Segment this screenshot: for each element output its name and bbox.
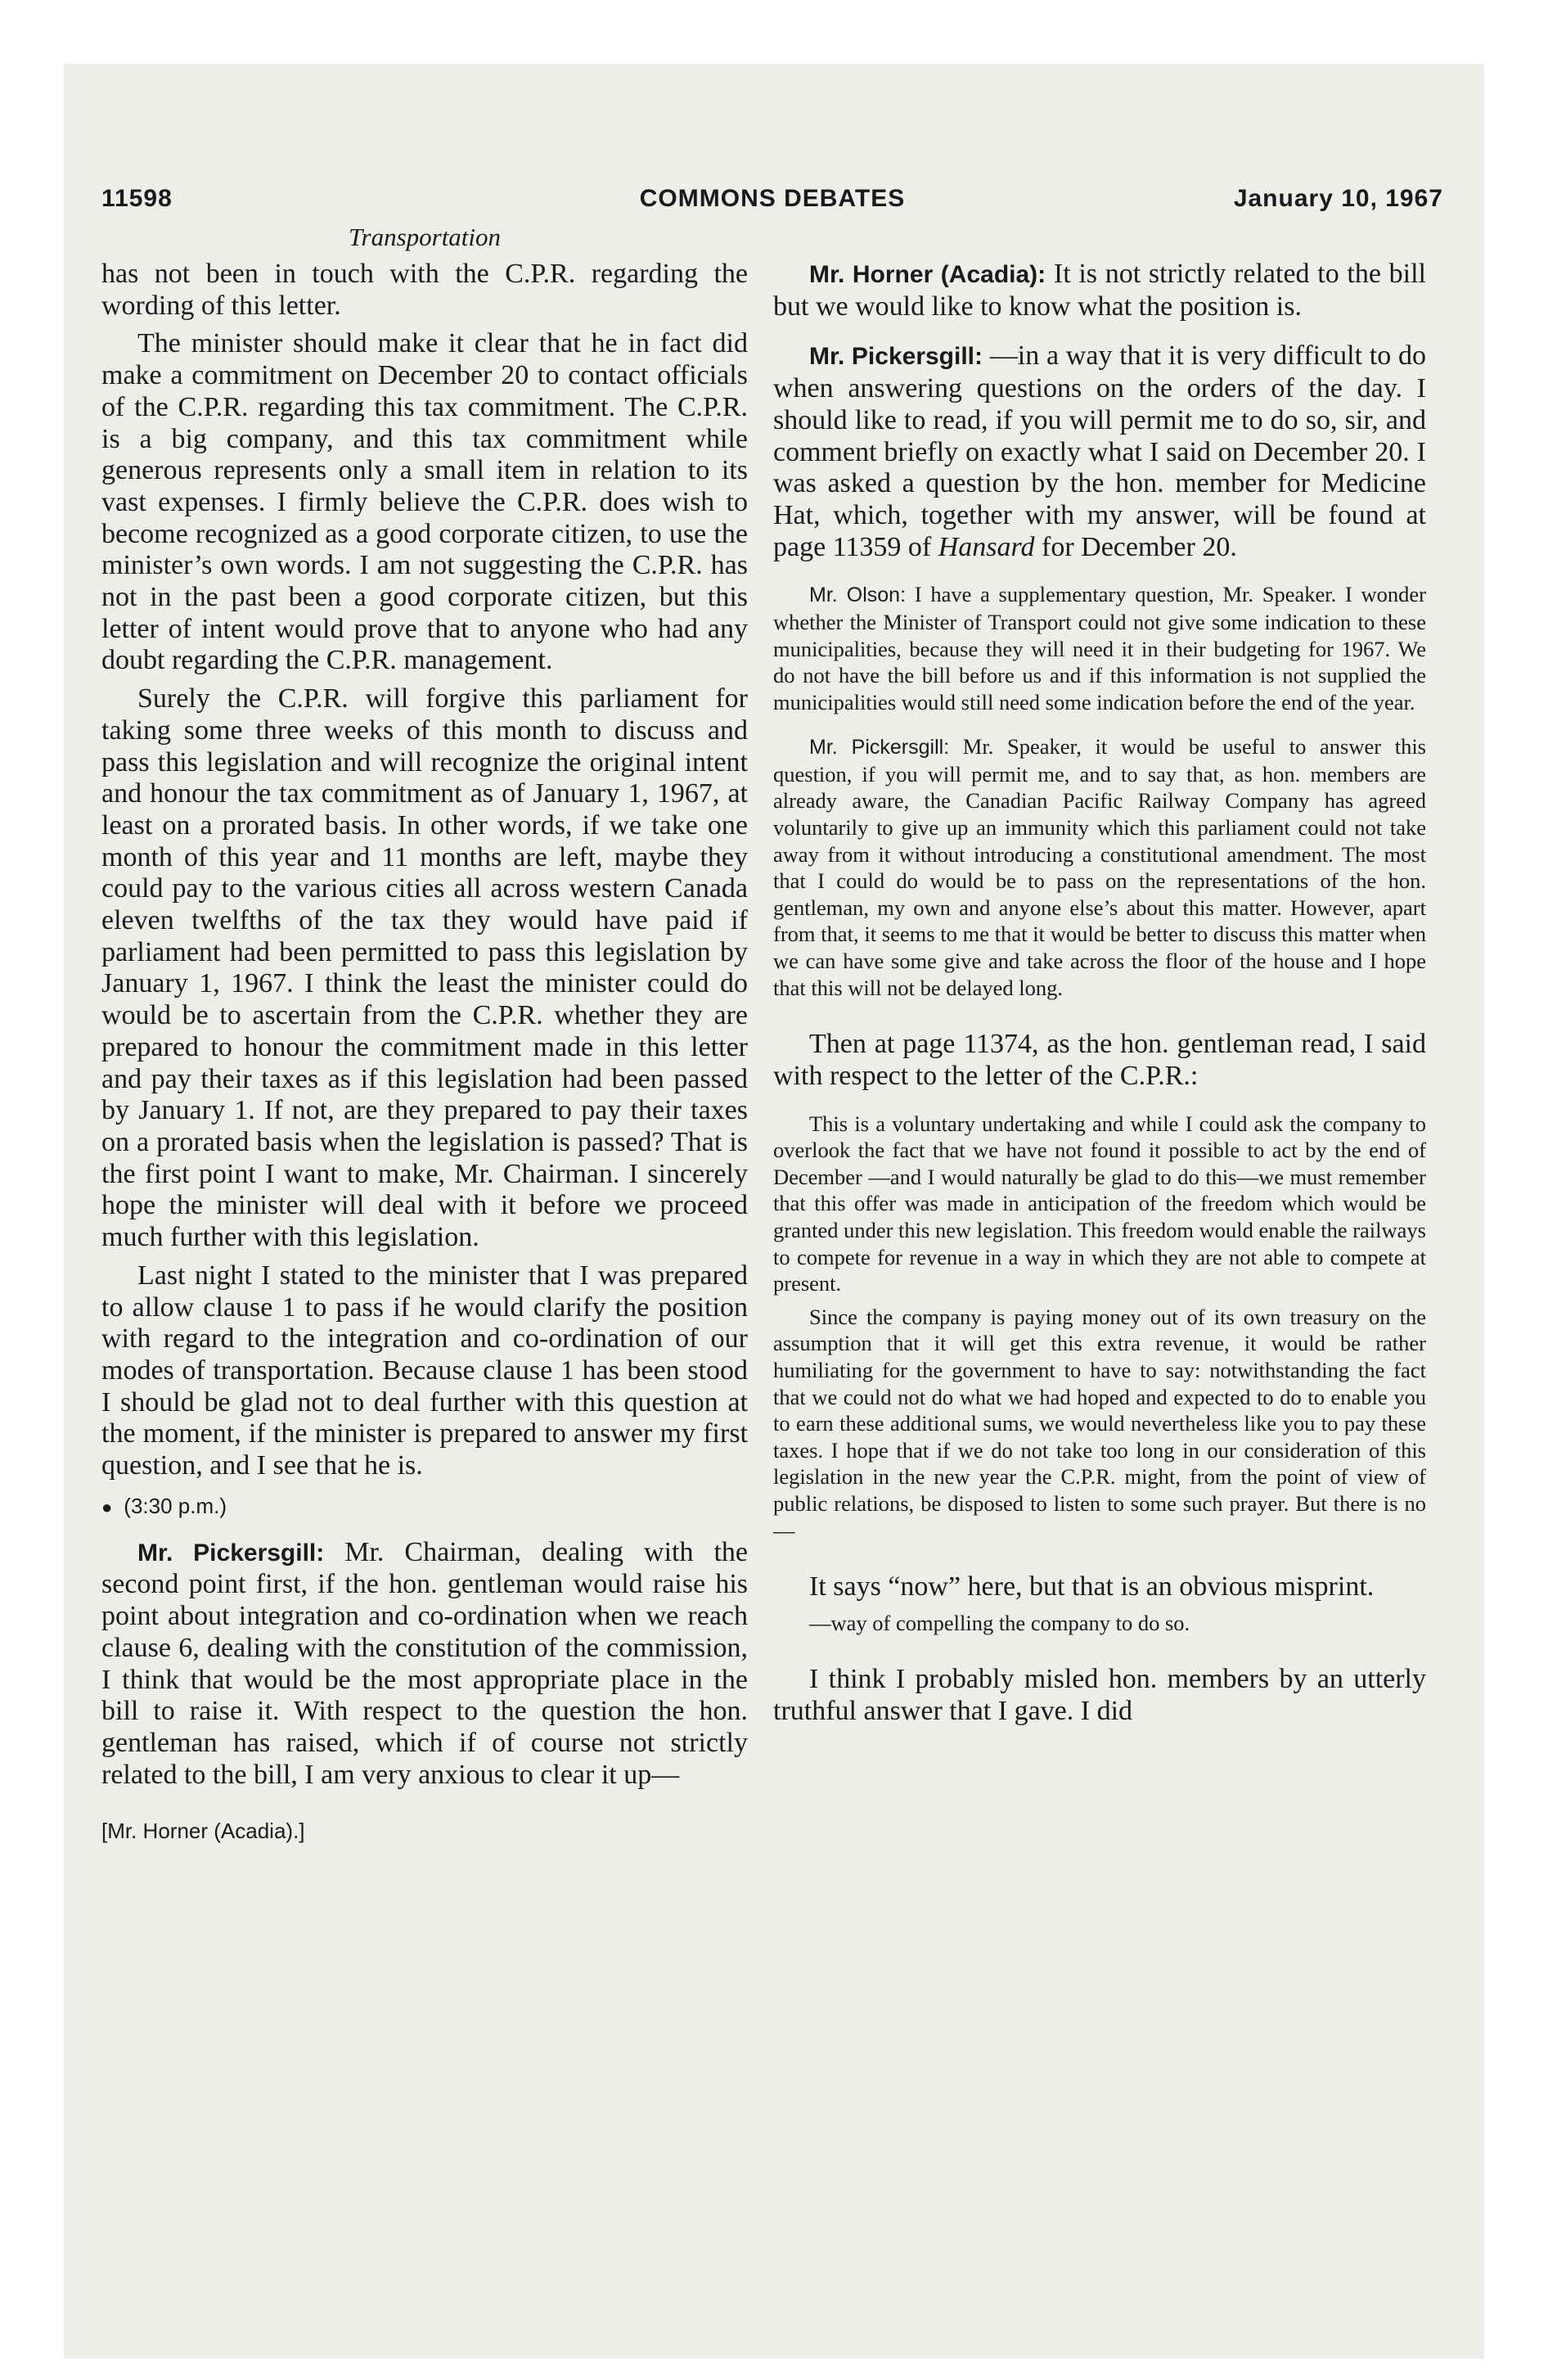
section-heading: Transportation <box>348 223 502 251</box>
speaker-name: Mr. Pickersgill: <box>809 343 983 371</box>
quoted-paragraph: This is a voluntary undertaking and while I could ask the company to overlook the fact that we have not found it possible to act by the end of December —and I would naturally be glad to do this—we must remember that this offer was made in anticipation of the freedom which would be granted under this new legislation. This freedom would enable the railways to compete for revenue in a way in which they are not able to compete at present. <box>773 1111 1426 1296</box>
timestamp-text: (3:30 p.m.) <box>124 1493 227 1518</box>
paragraph: Then at page 11374, as the hon. gentleman read, I said with respect to the letter of the C.P.R.: <box>773 1029 1426 1091</box>
paragraph: I think I probably misled hon. members by an utterly truthful answer that I gave. I did <box>773 1664 1426 1727</box>
timestamp <box>101 1494 748 1519</box>
speaker-name: Mr. Horner (Acadia): <box>809 261 1046 288</box>
hansard-reference: Hansard <box>938 531 1035 562</box>
speech-paragraph <box>101 1537 748 1792</box>
quoted-text: Mr. Speaker, it would be useful to answer this question, if you will permit me, and to say that, as hon. members are already aware, the Canadian Pacific Railway Company has agreed voluntarily to give up an immunity which this parliament could not take away from it without introducing a constitutional amendment. The most that I could do would be to pass on the representations of the hon. gentleman, my own and anyone else’s about this matter. However, apart from that, it seems to me that it would be better to discuss this matter when we can have some give and take across the floor of the house and I hope that this will not be delayed long. <box>773 734 1426 1000</box>
paragraph: has not been in touch with the C.P.R. regarding the wording of this letter. <box>101 259 748 321</box>
publication-date: January 10, 1967 <box>1233 185 1443 212</box>
paragraph: Surely the C.P.R. will forgive this parliament for taking some three weeks of this month to discuss and pass this legislation and will recognize the original intent and honour the tax commitment as of January 1, 1967, at least on a prorated basis. In other words, if we take one month of this year and 11 months are left, maybe they could pay to the various cities all across western Canada eleven twelfths of the tax they would have paid if parliament had been permitted to pass this legislation by January 1, 1967. I think the least the minister could do would be to ascertain from the C.P.R. whether they are prepared to honour the commitment made in this letter and pay their taxes as if this legislation had been passed by January 1. If not, are they prepared to pay their taxes on a prorated basis when the legislation is passed? That is the first point I want to make, Mr. Chairman. I sincerely hope the minister will deal with it before we proceed much further with this legislation. <box>101 683 748 1253</box>
speech-text: for December 20. <box>1042 531 1237 562</box>
paragraph: Last night I stated to the minister that I was prepared to allow clause 1 to pass if he would clarify the position with regard to the integration and co-ordination of our modes of transportation. Because clause 1 has been stood I should be glad not to deal further with this question at the moment, if the minister is prepared to answer my first question, and I see that he is. <box>101 1260 748 1481</box>
quoted-text: I have a supplementary question, Mr. Speaker. I wonder whether the Minister of Transport could not give some indication to these municipalities, because they will need it in their budgeting for 1967. We do not have the bill before us and if this information is not supplied the municipalities would still need some indication before the end of the year. <box>773 582 1426 714</box>
speech-paragraph <box>773 340 1426 563</box>
speaker-attribution: [Mr. Horner (Acadia).] <box>101 1819 305 1844</box>
speech-text: —in a way that it is very difficult to do when answering questions on the orders of the day. I should like to read, if you will permit me to do so, sir, and comment briefly on exactly what I said on December 20. I was asked a question by the hon. member for Medicine Hat, which, together with my answer, will be found at page 11359 of <box>773 340 1426 562</box>
right-column <box>773 259 1426 1728</box>
speaker-name: Mr. Pickersgill: <box>809 736 950 760</box>
speech-text: Mr. Chairman, dealing with the second point first, if the hon. gentleman would raise his point about integration and co-ordination when we reach clause 6, dealing with the constitution of the commission, I think that would be the most appropriate place in the bill to raise it. With respect to the question the hon. gentleman has raised, which if of course not strictly related to the bill, I am very anxious to clear it up— <box>101 1536 749 1790</box>
speaker-name: Mr. Olson: <box>809 584 907 607</box>
speech-paragraph <box>773 259 1426 322</box>
publication-title: COMMONS DEBATES <box>639 185 906 212</box>
quoted-paragraph: —way of compelling the company to do so. <box>809 1610 1190 1635</box>
page-header <box>101 185 1443 226</box>
paragraph: The minister should make it clear that he in fact did make a commitment on December 20 to contact officials of the C.P.R. regarding this tax commitment. The C.P.R. is a big company, and this tax commitment while generous represents only a small item in relation to its vast expenses. I firmly believe the C.P.R. does wish to become recognized as a good corporate citizen, to use the minister’s own words. I am not suggesting the C.P.R. has not in the past been a good corporate citizen, but this letter of intent would prove that to anyone who had any doubt regarding the C.P.R. management. <box>101 328 748 676</box>
paragraph: It says “now” here, but that is an obvious misprint. <box>809 1571 1375 1602</box>
left-column <box>101 259 748 1844</box>
quoted-paragraph <box>773 581 1426 715</box>
speech-text: It is not strictly related to the bill but we would like to know what the position is. <box>773 259 1427 322</box>
page-number: 11598 <box>101 185 173 212</box>
bullet-icon: ● <box>101 1496 113 1517</box>
speaker-name: Mr. Pickersgill: <box>137 1539 325 1566</box>
quoted-paragraph <box>773 733 1426 1001</box>
quoted-paragraph: Since the company is paying money out of its own treasury on the assumption that it will get this extra revenue, it would be rather humiliating for the government to have to say: notwithstanding the fact that we could not do what we had hoped and expected to do to enable you to earn these additional sums, we would nevertheless like you to pay these taxes. I hope that if we do not take too long in our consideration of this legislation in the new year the C.P.R. might, from the point of view of public relations, be disposed to listen to some such prayer. But there is no— <box>773 1304 1426 1543</box>
